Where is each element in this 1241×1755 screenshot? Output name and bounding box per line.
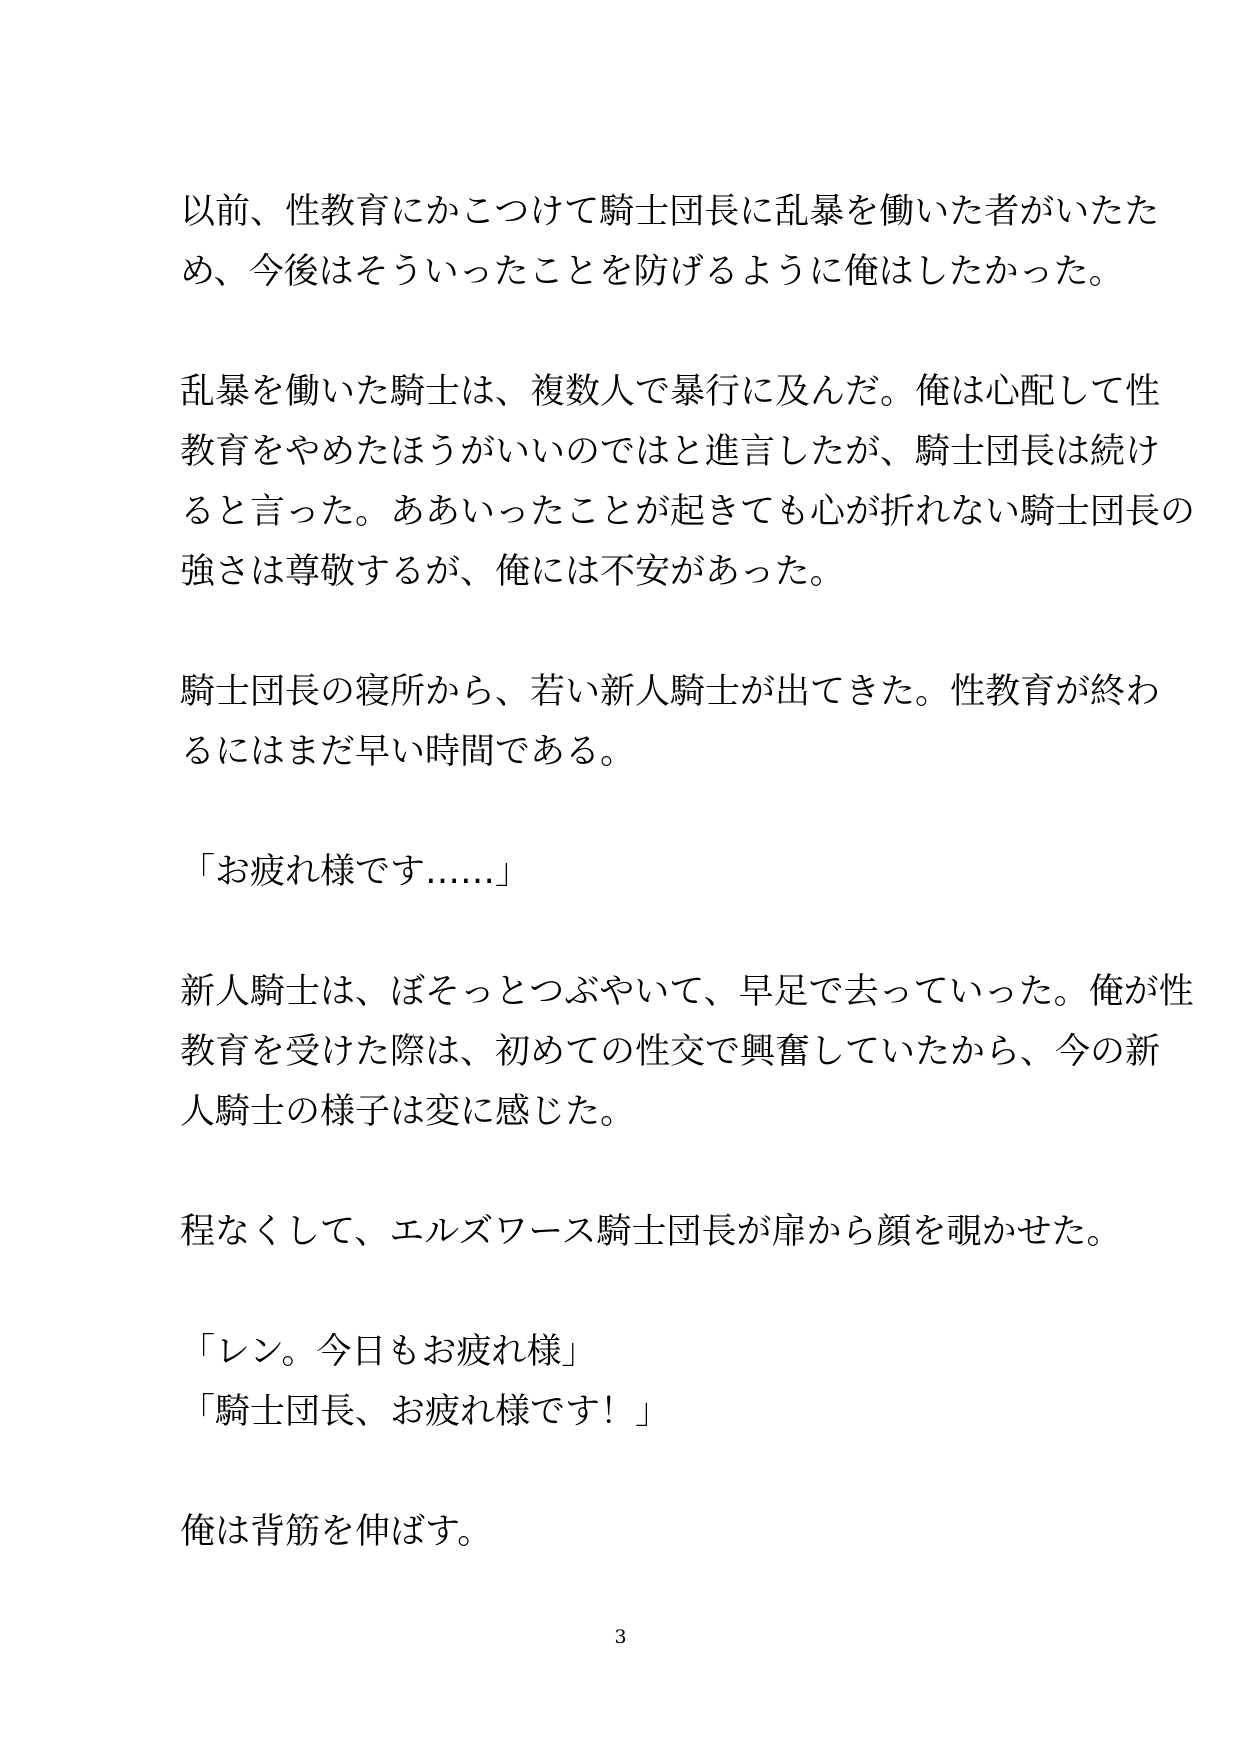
paragraph-gap <box>180 902 1080 962</box>
paragraph <box>180 1202 1122 1262</box>
paragraph-gap <box>180 602 1080 662</box>
text-line: 騎士団長の寝所から、若い新人騎士が出てきた。性教育が終わ <box>180 672 1161 712</box>
dialogue <box>180 1322 1080 1442</box>
dialogue <box>180 842 1080 902</box>
text-line: 「お疲れ様です……」 <box>180 852 531 892</box>
page-number: 3 <box>614 1626 627 1648</box>
text-line: 程なくして、エルズワース騎士団長が扉から顔を覗かせた。 <box>180 1212 1122 1252</box>
text-line: 乱暴を働いた騎士は、複数人で暴行に及んだ。俺は心配して性 <box>180 372 1161 412</box>
text-line: るにはまだ早い時間である。 <box>180 732 636 772</box>
text-line: 以前、性教育にかこつけて騎士団長に乱暴を働いた者がいたた <box>180 192 1160 232</box>
text-line: 教育を受けた際は、初めての性交で興奮していたから、今の新 <box>180 1032 1161 1072</box>
paragraph-gap <box>180 782 1080 842</box>
text-line: ると言った。ああいったことが起きても心が折れない騎士団長の <box>180 492 1196 532</box>
text-line: 「レン。今日もお疲れ様」 <box>180 1332 597 1372</box>
text-line: 人騎士の様子は変に感じた。 <box>180 1092 636 1132</box>
paragraph <box>180 182 1160 302</box>
text-line: 新人騎士は、ぼそっとつぶやいて、早足で去っていった。俺が性 <box>180 972 1194 1012</box>
paragraph-gap <box>180 1142 1080 1202</box>
text-line: 教育をやめたほうがいいのではと進言したが、騎士団長は続け <box>180 432 1161 472</box>
paragraph-gap <box>180 1442 1080 1502</box>
paragraph-gap <box>180 302 1080 362</box>
paragraph <box>180 1502 1080 1562</box>
paragraph <box>180 962 1194 1142</box>
text-line: 俺は背筋を伸ばす。 <box>180 1512 493 1552</box>
paragraph <box>180 362 1196 602</box>
text-line: 強さは尊敬するが、俺には不安があった。 <box>180 552 845 592</box>
paragraph <box>180 662 1161 782</box>
text-line: 「騎士団長、お疲れ様です！」 <box>180 1392 671 1432</box>
body-text <box>180 182 1196 1562</box>
text-line: め、今後はそういったことを防げるように俺はしたかった。 <box>180 252 1124 292</box>
paragraph-gap <box>180 1262 1080 1322</box>
